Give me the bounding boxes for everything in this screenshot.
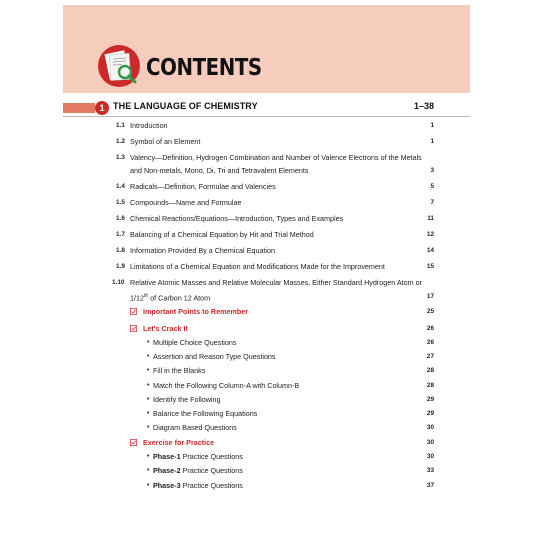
chapter-pages: 1–38 xyxy=(413,101,434,111)
page-number: 12 xyxy=(426,231,434,238)
topic-title: Limitations of a Chemical Equation and Modifications Made for the Improvement xyxy=(130,262,385,271)
document-search-icon xyxy=(97,44,141,88)
topic-title: Radicals—Definition, Formulae and Valencies xyxy=(130,182,276,191)
item-label xyxy=(153,478,453,494)
topic-title: Compounds—Name and Formulae xyxy=(130,198,242,207)
fraction-text: 1/12 xyxy=(130,293,144,303)
section-label: Let's Crack It xyxy=(143,324,188,333)
chapter-number-badge: 1 xyxy=(95,101,109,115)
item-label xyxy=(153,463,453,479)
page-number: 29 xyxy=(426,410,434,417)
topic-number: 1.7 xyxy=(116,231,125,238)
chapter-title[interactable]: THE LANGUAGE OF CHEMISTRY xyxy=(113,101,258,111)
topic-number: 1.9 xyxy=(116,263,125,270)
page-number: 3 xyxy=(430,167,434,174)
page-number: 5 xyxy=(430,183,434,190)
page-number: 33 xyxy=(426,467,434,474)
superscript: th xyxy=(144,293,149,299)
item-text: Practice Questions xyxy=(180,466,243,475)
topic-title: Chemical Reactions/Equations—Introduction, Types and Examples xyxy=(130,214,344,223)
phase-label: Phase-1 xyxy=(153,452,181,461)
checkbox-tick-icon xyxy=(130,308,137,315)
topic-number: 1.3 xyxy=(116,154,125,161)
page-number: 11 xyxy=(427,215,434,222)
item-text: Practice Questions xyxy=(180,481,243,490)
topic-title: Information Provided By a Chemical Equation xyxy=(130,246,276,255)
topic-number: 1.2 xyxy=(116,138,125,145)
checkbox-tick-icon xyxy=(130,439,137,446)
page-number: 37 xyxy=(426,482,434,489)
phase-label: Phase-3 xyxy=(153,481,181,490)
page-number: 17 xyxy=(426,293,434,300)
topic-title: Relative Atomic Masses and Relative Molecular Masses, Either Standard Hydrogen Atom or xyxy=(130,278,423,287)
topic-number: 1.8 xyxy=(116,247,125,254)
bullet-icon: • xyxy=(147,339,150,346)
topic-title: Valency—Definition, Hydrogen Combination and Number of Valence Electrons of the Metals xyxy=(130,153,422,162)
bullet-icon: • xyxy=(147,382,150,389)
item-label: Match the Following Column-A with Column-B xyxy=(153,381,300,390)
item-label: Assertion and Reason Type Questions xyxy=(153,352,276,361)
topic-title: Balancing of a Chemical Equation by Hit and Trial Method xyxy=(130,230,314,239)
topic-title: Symbol of an Element xyxy=(130,137,201,146)
bullet-icon: • xyxy=(147,353,150,360)
chapter-bar xyxy=(63,103,95,113)
page-number: 26 xyxy=(426,325,434,332)
page-number: 26 xyxy=(426,339,434,346)
item-text: Practice Questions xyxy=(180,452,243,461)
bullet-icon: • xyxy=(147,396,150,403)
bullet-icon: • xyxy=(147,467,150,474)
topic-number: 1.4 xyxy=(116,183,125,190)
page-number: 7 xyxy=(430,199,434,206)
item-label: Identify the Following xyxy=(153,395,221,404)
item-label: Balance the Following Equations xyxy=(153,409,258,418)
item-label: Multiple Choice Questions xyxy=(153,338,237,347)
checkbox-tick-icon xyxy=(130,325,137,332)
topic-number: 1.10 xyxy=(112,279,125,286)
bullet-icon: • xyxy=(147,424,150,431)
phase-label: Phase-2 xyxy=(153,466,181,475)
topic-title-tail: of Carbon 12 Atom xyxy=(148,293,211,303)
page-number: 1 xyxy=(430,122,434,129)
bullet-icon: • xyxy=(147,410,150,417)
page-number: 29 xyxy=(426,396,434,403)
page-number: 28 xyxy=(426,382,434,389)
topic-number: 1.5 xyxy=(116,199,125,206)
topic-number: 1.6 xyxy=(116,215,125,222)
page-number: 1 xyxy=(430,138,434,145)
contents-page xyxy=(63,5,470,525)
bullet-icon: • xyxy=(147,482,150,489)
item-label: Diagram Based Questions xyxy=(153,423,237,432)
page-number: 30 xyxy=(426,439,434,446)
topic-title-continued: and Non-metals, Mono, Di, Tri and Tetravalent Elements xyxy=(130,166,309,175)
page-title: CONTENTS xyxy=(146,55,262,81)
item-label: Fill in the Blanks xyxy=(153,366,206,375)
divider xyxy=(63,116,470,117)
bullet-icon: • xyxy=(147,367,150,374)
page-number: 25 xyxy=(426,308,434,315)
section-label: Exercise for Practice xyxy=(143,438,215,447)
page-number: 30 xyxy=(426,424,434,431)
page-number: 27 xyxy=(426,353,434,360)
page-number: 30 xyxy=(426,453,434,460)
page-number: 15 xyxy=(426,263,434,270)
topic-title: Introduction xyxy=(130,121,168,130)
page-number: 14 xyxy=(426,247,434,254)
topic-number: 1.1 xyxy=(116,122,125,129)
section-label: Important Points to Remember xyxy=(143,307,249,316)
page-number: 28 xyxy=(426,367,434,374)
bullet-icon: • xyxy=(147,453,150,460)
